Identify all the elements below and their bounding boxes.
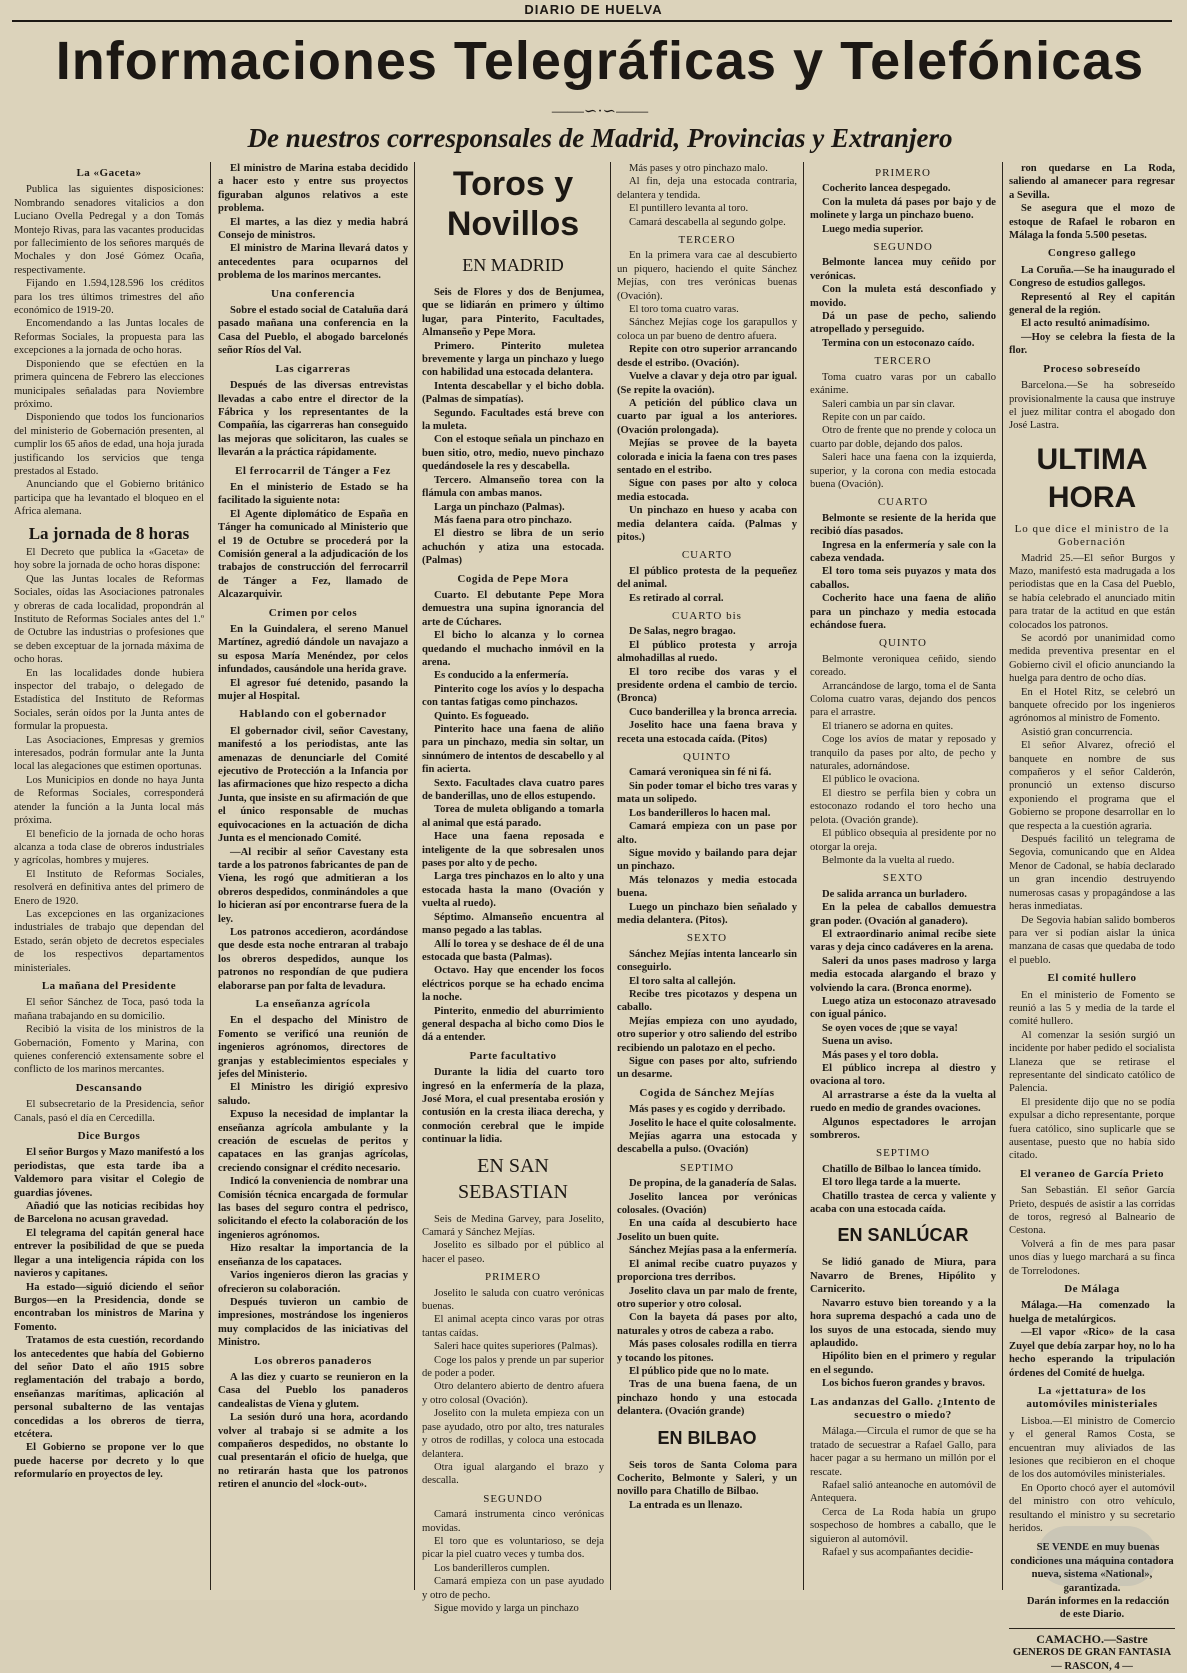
- paragraph: Al comenzar la sesión surgió un incidente por haber pedido el socialista Llaneza que se retirase el representante del sindicato católico de Palencia.: [1009, 1029, 1175, 1095]
- paragraph: Repite con un par caído.: [822, 411, 926, 423]
- paragraph: —Al recibir al señor Cavestany esta tarde a los patronos fabricantes de pan de Viena, les rogó que admitieran a los obreros despedidos, conminándoles a que lo hicieran así por encontrarse fuera de la ley.: [218, 846, 408, 925]
- heading-gaceta: La «Gaceta»: [76, 167, 142, 179]
- paragraph: De salida arranca un burladero.: [822, 888, 967, 900]
- paragraph: Larga un pinchazo (Palmas).: [434, 501, 565, 513]
- heading-cuarto: CUARTO: [877, 496, 929, 509]
- paragraph: Camará descabella al segundo golpe.: [629, 216, 786, 228]
- paragraph: Saleri da unos pases madroso y larga media estocada alargando el brazo y volviendo la cara. (Bronca enorme).: [810, 955, 996, 994]
- column-6: [1009, 162, 1175, 1672]
- paragraph: Asistió gran concurrencia.: [1021, 726, 1133, 738]
- paragraph: Lisboa.—El ministro de Comercio y el general Ramos Costa, se encuentran muy aliviados de las lesiones que recibieron en el choque de los dos automóviles ministeriales.: [1009, 1415, 1175, 1481]
- paragraph: La sesión duró una hora, acordando volver al trabajo si se admite a los compañeros despedidos, no obstante lo cual presentarán el oficio de huelga, que no retirarán hasta que los patronos retiren el anuncio del «lock-out».: [218, 1412, 408, 1491]
- paragraph: El público protesta y arroja almohadillas al ruedo.: [617, 639, 797, 665]
- paragraph: A petición del público clava un cuarto par igual a los anteriores. (Ovación prolongada).: [617, 397, 797, 436]
- paragraph: Belmonte se resiente de la herida que recibió días pasados.: [810, 512, 996, 538]
- paragraph: Madrid 25.—El señor Burgos y Mazo, manifestó esta madrugada a los periodistas que en la Casa del Pueblo, se había celebrado el anunciado mitin para tratar de la actitud en que están colocados los patronos.: [1009, 552, 1175, 631]
- paragraph: Con el estoque señala un pinchazo en buen sitio, otro, medio, nuevo pinchazo quedándosele la res y descabella.: [422, 434, 604, 473]
- paragraph: Ingresa en la enfermería y sale con la cabeza vendada.: [810, 539, 996, 564]
- paragraph: Coge los palos y prende un par superior de poder a poder.: [422, 1354, 604, 1380]
- paragraph: Belmonte veroniquea ceñido, siendo coreado.: [810, 653, 996, 679]
- paragraph: El señor Alvarez, ofreció el banquete en nombre de sus compañeros y el señor Calderón, pronunció un extenso discurso exponiendo el programa que el Gobierno se propone desarrollar en lo que respecta a la cuestión agraria.: [1009, 740, 1175, 832]
- paragraph: Intenta descabellar y el bicho dobla. (Palmas de simpatías).: [422, 380, 604, 406]
- paragraph: ron quedarse en La Roda, saliendo al amanecer para regresar a Sevilla.: [1009, 163, 1175, 201]
- paragraph: —El vapor «Rico» de la casa Zuyel que debía zarpar hoy, no lo ha hecho esperando la tripulación órdenes del Comité de huelga.: [1009, 1327, 1175, 1379]
- heading-ultima-hora: ULTIMA HORA: [1036, 442, 1148, 514]
- paragraph: El público increpa al diestro y ovaciona al toro.: [810, 1063, 996, 1088]
- paragraph: Joselito lancea por verónicas colosales. (Ovación): [617, 1191, 797, 1217]
- paragraph: Rafael salió anteanoche en automóvil de Antequera.: [810, 1479, 996, 1505]
- paragraph: La Coruña.—Se ha inaugurado el Congreso de estudios gallegos.: [1009, 264, 1175, 290]
- paragraph: El acto resultó animadísimo.: [1021, 318, 1150, 330]
- paragraph: Los patronos accedieron, acordándose que desde esta noche entraran al trabajo los obreros despedidos, aunque los patronos no respondían de que pudiera elaborarse pan por falta de levadura.: [218, 926, 408, 992]
- paragraph: Después de las diversas entrevistas llevadas a cabo entre el director de la Fábrica y los representantes de la Compañía, las cigarreras han conseguido las mejoras que solicitaron, las cuales se llevarán a la práctica rápidamente.: [218, 380, 408, 459]
- paragraph: Disponiendo que se efectúen en la primera quincena de Febrero las elecciones municipales señaladas para Noviembre próximo.: [14, 358, 204, 410]
- paragraph: La entrada es un llenazo.: [629, 1499, 743, 1511]
- section-heading-toros: Toros y Novillos: [446, 165, 580, 243]
- paragraph: Añadió que las noticias recibidas hoy de Barcelona no acusan gravedad.: [14, 1201, 204, 1226]
- paragraph: Otro de frente que no prende y coloca un cuarto par doble, dejando dos palos.: [810, 425, 996, 450]
- heading-madrid: EN MADRID: [462, 255, 564, 275]
- paragraph: Otro delantero abierto de dentro afuera y otro colosal (Ovación).: [422, 1381, 604, 1406]
- heading-bilbao: EN BILBAO: [657, 1427, 757, 1448]
- column-divider: [1002, 162, 1003, 1590]
- paragraph: Cocherito lancea despegado.: [822, 183, 951, 195]
- paragraph: Málaga.—Circula el rumor de que se ha tratado de secuestrar a Rafael Gallo, para hacer pagar a su hermano un millón por el rescate.: [810, 1426, 996, 1478]
- paragraph: Seis toros de Santa Coloma para Cocherito, Belmonte y Saleri, y un novillo para Chatillo de Bilbao.: [617, 1459, 797, 1498]
- paragraph: Recibió la visita de los ministros de la Gobernación, Fomento y Marina, con quienes conferenció extensamente sobre el conflicto de los marinos mercantes.: [14, 1024, 204, 1076]
- paragraph: El gobernador civil, señor Cavestany, manifestó a los periodistas, ante las amenazas de denunciarle del Comité ejecutivo de Protección a la Infancia por las afirmaciones que hizo respecto a dicha Junta, que insiste en su afirmación de que el único responsable de muchas equivocaciones en la actuación de dicha Junta es el mencionado Comité.: [218, 725, 408, 845]
- paragraph: Mejías se provee de la bayeta colorada e inicia la faena con tres pases sentado en el estribo.: [617, 438, 797, 476]
- paragraph: Las excepciones en las organizaciones industriales de trabajo que dependan del Estado, serán objeto de decretos especiales de los respectivos departamentos ministeriales.: [14, 908, 204, 974]
- paragraph: Es retirado al corral.: [629, 592, 724, 604]
- paragraph: Se oyen voces de ¡que se vaya!: [822, 1022, 958, 1034]
- paragraph: Tratamos de esta cuestión, recordando los antecedentes que había del Gobierno del señor Dato el año 1915 sobre reglamentación del trabajo a bordo, enseñanzas marítimas, aplicación al personal subalterno de las ventajas concedidas a los obreros de tierra, etcétera.: [14, 1335, 204, 1440]
- masthead: DIARIO DE HUELVA: [524, 2, 663, 17]
- paragraph: Se asegura que el mozo de estoque de Rafael le robaron en Málaga la fonda 5.500 pesetas.: [1009, 203, 1175, 242]
- paragraph: En la Guindalera, el sereno Manuel Martínez, agredió dándole un navajazo a su esposa María Menéndez, por celos infundados, causándole una herida grave.: [218, 624, 408, 676]
- paragraph: Sigue con pases por alto, sufriendo un desarme.: [617, 1056, 797, 1081]
- paragraph: Quinto. Es fogueado.: [434, 710, 529, 722]
- paragraph: —Hoy se celebra la fiesta de la flor.: [1009, 331, 1175, 357]
- paragraph: Tercero. Almanseño torea con la flámula con ambas manos.: [422, 474, 604, 500]
- paragraph: Sexto. Facultades clava cuatro pares de banderillas, uno de ellos estupendo.: [422, 777, 604, 803]
- paragraph: Sánchez Mejías coge los garapullos y coloca un par bueno de dentro afuera.: [617, 317, 797, 342]
- paragraph: Octavo. Hay que encender los focos eléctricos porque se ha echado encima la noche.: [422, 965, 604, 1004]
- paragraph: Joselito es silbado por el público al hacer el paseo.: [422, 1240, 604, 1265]
- paragraph: Saleri hace quites superiores (Palmas).: [434, 1341, 598, 1353]
- heading-septimo: SEPTIMO: [679, 1161, 735, 1174]
- paragraph: Disponiendo que todos los funcionarios del ministerio de Gobernación presenten, al cumplir los 65 años de edad, una hoja jurada justificando los servicios que tenga prestados al Estado.: [14, 412, 204, 477]
- paragraph: Joselito clava un par malo de frente, otro superior y otro colosal.: [617, 1285, 797, 1310]
- paragraph: El público protesta de la pequeñez del animal.: [617, 565, 797, 591]
- column-5: [810, 162, 996, 1590]
- paragraph: Séptimo. Almanseño encuentra al manso pegado a las tablas.: [422, 911, 604, 937]
- paragraph: Dá un pase de pecho, saliendo atropellado y perseguido.: [810, 311, 996, 336]
- heading-gobernador: Hablando con el gobernador: [239, 708, 387, 721]
- paragraph: De propina, de la ganadería de Salas.: [629, 1178, 797, 1190]
- paragraph: El bicho lo alcanza y lo cornea quedando el muchacho inmóvil en la arena.: [422, 630, 604, 668]
- column-divider: [610, 162, 611, 1590]
- paragraph: El Decreto que publica la «Gaceta» de hoy sobre la jornada de ocho horas dispone:: [14, 546, 204, 572]
- paragraph: Joselito le saluda con cuatro verónicas buenas.: [422, 1287, 604, 1313]
- paragraph: Después facilitó un telegrama de Segovia, comunicando que en Aldea Menor de Cadonal, se había declarado un gran incendio destruyendo numerosas casas y propagándose a las heras inmediatas.: [1009, 834, 1175, 913]
- ad-text: — RASCON, 4 —: [1051, 1660, 1133, 1672]
- ad-text: Darán informes en la redacción de este Diario.: [1026, 1596, 1170, 1621]
- paragraph: Camará instrumenta cinco verónicas movidas.: [422, 1509, 604, 1534]
- heading-cuarto: CUARTO: [681, 549, 733, 562]
- paragraph: El animal acepta cinco varas por otras tantas caídas.: [422, 1314, 604, 1339]
- paragraph: Allí lo torea y se deshace de él de una estocada que basta (Palmas).: [422, 938, 604, 963]
- column-4: [617, 162, 797, 1590]
- paragraph: Torea de muleta obligando a tomarla al animal que está parado.: [422, 804, 604, 829]
- paragraph: Pinterito hace una faena de aliño para un pinchazo, media sin soltar, un sinnúmero de intentos de descabello y al fin acierta.: [422, 724, 604, 776]
- heading-quinto: QUINTO: [879, 637, 927, 650]
- heading-parte-facultativo: Parte facultativo: [469, 1049, 557, 1062]
- paragraph: El animal recibe cuatro puyazos y proporciona tres derribos.: [617, 1258, 797, 1284]
- paragraph: El público obsequia al presidente por no otorgar la oreja.: [810, 828, 996, 853]
- paragraph: En el Hotel Ritz, se celebró un banquete ofrecido por los ingenieros agrónomos al ministro de Fomento.: [1009, 686, 1175, 725]
- paragraph: Sigue movido y larga un pinchazo: [434, 1602, 579, 1614]
- paragraph: Cuarto. El debutante Pepe Mora demuestra una supina ignorancia del arte de Cúchares.: [422, 589, 604, 628]
- heading-cogida-mejias: Cogida de Sánchez Mejías: [639, 1086, 775, 1099]
- heading-presidente: La mañana del Presidente: [41, 979, 177, 992]
- heading-proceso: Proceso sobreseído: [1043, 362, 1141, 375]
- paragraph: El toro salta al callejón.: [629, 975, 736, 987]
- paragraph: Joselito le hace el quite colosalmente.: [629, 1117, 797, 1129]
- heading-jornada: La jornada de 8 horas: [28, 523, 190, 543]
- paragraph: Los bichos fueron grandes y bravos.: [822, 1378, 985, 1390]
- heading-cogida-mora: Cogida de Pepe Mora: [457, 572, 569, 585]
- paragraph: Mejías agarra una estocada y descabella a pulso. (Ovación): [617, 1131, 797, 1156]
- heading-cuarto-bis: CUARTO bis: [672, 610, 742, 622]
- paragraph: Saleri cambia un par sin clavar.: [822, 398, 955, 410]
- heading-tanger: El ferrocarril de Tánger a Fez: [235, 464, 391, 477]
- paragraph: Luego un pinchazo bien señalado y media delantera. (Pitos).: [617, 901, 797, 926]
- paragraph: Los banderilleros cumplen.: [434, 1562, 550, 1574]
- paragraph: Larga tres pinchazos en lo alto y una estocada hasta la mano (Ovación y vuelta al ruedo).: [422, 871, 604, 910]
- paragraph: Rafael y sus acompañantes decidie-: [822, 1547, 974, 1558]
- paragraph: Primero. Pinterito muletea brevemente y larga un pinchazo y luego con habilidad una estocada delantera.: [422, 340, 604, 379]
- paragraph: Al arrastrarse a éste da la vuelta al ruedo en medio de grandes ovaciones.: [810, 1089, 996, 1115]
- paragraph: Toma cuatro varas por un caballo exánime.: [810, 371, 996, 397]
- classified-ad-camacho: [1009, 1628, 1175, 1673]
- paragraph: El toro toma cuatro varas.: [629, 304, 739, 316]
- heading-panaderos: Los obreros panaderos: [254, 1354, 372, 1367]
- paragraph: Después tuvieron un cambio de impresiones, mostrándose los ingenieros muy complacidos de las iniciativas del Ministro.: [218, 1296, 408, 1349]
- paragraph: Sigue movido y bailando para dejar un pinchazo.: [617, 847, 797, 873]
- paragraph: En el ministerio de Estado se ha facilitado la siguiente nota:: [218, 481, 408, 507]
- paragraph: Con la muleta está desconfiado y movido.: [810, 284, 996, 309]
- paragraph: El extraordinario animal recibe siete varas y deja cinco cadáveres en la arena.: [810, 928, 996, 954]
- paragraph: Más pases colosales rodilla en tierra y tocando los pitones.: [617, 1339, 797, 1364]
- paragraph: Repite con otro superior arrancando desde el estribo. (Ovación).: [617, 344, 797, 369]
- column-1: [14, 162, 204, 1590]
- paragraph: El diestro se perfila bien y cobra un estoconazo rodando el toro hecho una pelota. (Ovación grande).: [810, 787, 996, 826]
- paragraph: Cocherito hace una faena de aliño para un pinchazo y media estocada echándose fuera.: [810, 593, 996, 631]
- paragraph: Más pases y es cogido y derribado.: [629, 1104, 786, 1116]
- paragraph: Suena un aviso.: [822, 1036, 893, 1048]
- paragraph: Se lidió ganado de Miura, para Navarro de Brenes, Hipólito y Carnicerito.: [810, 1257, 996, 1296]
- paragraph: Hipólito bien en el primero y regular en el segundo.: [810, 1351, 996, 1376]
- column-divider: [414, 162, 415, 1590]
- heading-segundo: SEGUNDO: [483, 1492, 543, 1505]
- paragraph: Termina con un estoconazo caído.: [822, 337, 975, 349]
- heading-agricola: La enseñanza agrícola: [255, 997, 371, 1010]
- paragraph: Al fin, deja una estocada contraria, delantera y tendida.: [617, 176, 797, 201]
- paragraph: Camará empieza con un pase por alto.: [617, 821, 797, 846]
- paragraph: Varios ingenieros dieron las gracias y ofrecieron su colaboración.: [218, 1270, 408, 1295]
- paragraph: Sobre el estado social de Cataluña dará pasado mañana una conferencia en la Casa del Pueblo, el abogado barcelonés señor Ríos del Val.: [218, 305, 408, 357]
- paragraph: Un pinchazo en hueso y acaba con media delantera caída. (Palmas y pitos.): [617, 505, 797, 543]
- paragraph: El Gobierno se propone ver lo que puede hacerse por decreto y lo que reformularío en proyectos de ley.: [14, 1442, 204, 1481]
- paragraph: Expuso la necesidad de implantar la enseñanza agrícola ambulante y la creación de escuelas de peritos y capataces en las granjas agrícolas, creciendo consignar el crédito necesario.: [218, 1109, 408, 1174]
- paragraph: Sigue con pases por alto y coloca media estocada.: [617, 478, 797, 503]
- paragraph: El presidente dijo que no se podía expulsar a dicho representante, porque fuera católico, sino suplicarle que se ausentase, puesto que no había sido citado.: [1009, 1096, 1175, 1162]
- heading-septimo: SEPTIMO: [875, 1147, 931, 1160]
- page-subtitle: De nuestros corresponsales de Madrid, Provincias y Extranjero: [247, 123, 953, 153]
- paragraph: Con la muleta dá pases por bajo y de molinete y larga un pinchazo bueno.: [810, 196, 996, 222]
- paragraph: Pinterito, enmedio del aburrimiento general despacha al bicho como Dios le dá a entender.: [422, 1005, 604, 1044]
- paragraph: El telegrama del capitán general hace entrever la posibilidad de que se pueda llegar a una inteligencia rápida con los navieros y capitanes.: [14, 1227, 204, 1280]
- paragraph: Algunos espectadores le arrojan sombreros.: [810, 1116, 996, 1142]
- paragraph: En Oporto chocó ayer el automóvil del ministro con otro vehículo, resultando el ministro y su secretario heridos.: [1009, 1482, 1175, 1534]
- paragraph: En la primera vara cae al descubierto un piquero, haciendo el quite Sánchez Mejías, con tres verónicas buenas (Ovación).: [617, 250, 797, 302]
- paragraph: Más pases y el toro dobla.: [822, 1049, 939, 1061]
- paragraph: Publica las siguientes disposiciones: Nombrando senadores vitalicios a don Luciano Ovella Pedregal y a don Tomás Montejo Rivas, para las vacantes producidas por fallecimiento de los señores marqués de Mochales y don José Gómez Ocaña, respectivamente.: [14, 184, 204, 276]
- paragraph: Fijando en 1.594,128.596 los créditos para los tres últimos trimestres del año económico de 1919-20.: [14, 278, 204, 317]
- paragraph: Más pases y otro pinchazo malo.: [629, 163, 768, 174]
- heading-primero: PRIMERO: [485, 1271, 541, 1284]
- heading-cigarreras: Las cigarreras: [275, 362, 351, 375]
- heading-congreso-gallego: Congreso gallego: [1047, 247, 1137, 260]
- heading-burgos: Dice Burgos: [77, 1130, 141, 1143]
- column-divider: [803, 162, 804, 1590]
- heading-descansando: Descansando: [75, 1081, 143, 1094]
- paragraph: El toro llega tarde a la muerte.: [822, 1177, 961, 1189]
- ad-title: CAMACHO.—Sastre: [1036, 1631, 1148, 1646]
- paragraph: El público le ovaciona.: [822, 774, 920, 786]
- paragraph: Málaga.—Ha comenzado la huelga de metalúrgicos.: [1009, 1300, 1175, 1325]
- paragraph: Seis de Medina Garvey, para Joselito, Camará y Sánchez Mejías.: [422, 1213, 604, 1238]
- paragraph: Sánchez Mejías pasa a la enfermería.: [629, 1245, 797, 1257]
- paragraph: El toro recibe dos varas y el presidente ordena el cambio de tercio. (Bronca): [617, 666, 797, 705]
- paragraph: Arrancándose de largo, toma el de Santa Coloma cuatro varas, dejando dos pencos para el arrastre.: [810, 680, 996, 719]
- heading-sexto: SEXTO: [882, 872, 924, 885]
- paragraph: Camará veroniquea sin fé ni fá.: [629, 767, 772, 779]
- paragraph: El señor Sánchez de Toca, pasó toda la mañana trabajando en su domicilio.: [14, 997, 204, 1022]
- paragraph: Se acordó por unanimidad como medida preventiva presentar en el Gobierno civil el oficio anunciando la huelga para dentro de ocho días.: [1009, 632, 1175, 685]
- column-2: [218, 162, 408, 1590]
- paragraph: El Agente diplomático de España en Tánger ha comunicado al Ministerio que el 19 de Octubre se procederá por la Comisión general a la adjudicación de los trabajos de construcción del ferrocarril de Tánger a Fez, llamado de Alcazarquivir.: [218, 508, 408, 601]
- paragraph: Indicó la conveniencia de nombrar una Comisión técnica encargada de formular las bases del seguro contra el pedrisco, solicitando el efecto la colaboración de los ingenieros agrónomos.: [218, 1176, 408, 1241]
- paragraph: El trianero se adorna en quites.: [822, 720, 954, 732]
- paragraph: Sin poder tomar el bicho tres varas y mata un solipedo.: [617, 780, 797, 806]
- column-3: [422, 162, 604, 1614]
- heading-tercero: TERCERO: [678, 234, 736, 247]
- paragraph: Representó al Rey el capitán general de la región.: [1009, 291, 1175, 317]
- paragraph: Vuelve a clavar y deja otro par igual. (Se repite la ovación).: [617, 371, 797, 396]
- paragraph: Joselito con la muleta empieza con un pase ayudado, otro por alto, tres naturales y otros de rodillas, y coloca una estocada delantera.: [422, 1408, 604, 1460]
- paragraph: En las localidades donde hubiera inspector del trabajo, o delegado de Estadística del Instituto de Reformas Sociales, serán oídos por la Junta antes de formular la propuesta.: [14, 667, 204, 733]
- column-divider: [210, 162, 211, 1590]
- heading-segundo: SEGUNDO: [873, 241, 933, 254]
- paragraph: Coge los avíos de matar y reposado y tranquilo da pases por alto, de pecho y naturales, adornándose.: [810, 734, 996, 773]
- heading-primero: PRIMERO: [875, 167, 931, 179]
- paragraph: Luego atiza un estoconazo atravesado con igual pánico.: [810, 995, 996, 1021]
- paragraph: Luego media superior.: [822, 223, 924, 235]
- paragraph: A las diez y cuarto se reunieron en la Casa del Pueblo los panaderos candealistas de Viena y glutem.: [218, 1371, 408, 1410]
- paragraph: San Sebastián. El señor García Prieto, después de asistir a las corridas de toros, regresó al Balneario de Cestona.: [1009, 1185, 1175, 1237]
- paragraph: Mejías empieza con uno ayudado, otro superior y otro saliendo del estribo recibiendo un palotazo en el pecho.: [617, 1015, 797, 1054]
- heading-quinto: QUINTO: [683, 751, 731, 764]
- paragraph: Seis de Flores y dos de Benjumea, que se lidiarán en primero y último lugar, para Pinterito, Facultades, Almanseño y Pepe Mora.: [422, 287, 604, 339]
- paragraph: Más faena para otro pinchazo.: [434, 514, 572, 526]
- paragraph: En el ministerio de Fomento se reunió a las 5 y media de la tarde el comité hullero.: [1009, 989, 1175, 1028]
- paragraph: Pinterito coge los avíos y lo despacha con tantas fatigas como pinchazos.: [422, 683, 604, 709]
- paragraph: Barcelona.—Se ha sobreseído provisionalmente la causa que instruye el juez militar contra el abogado don José Lastra.: [1009, 380, 1175, 432]
- paragraph: Volverá a fin de mes para pasar unos días y luego marchará a su finca de Torrelodones.: [1009, 1238, 1175, 1277]
- heading-comite-hullero: El comité hullero: [1047, 972, 1137, 985]
- heading-san-sebastian: EN SAN SEBASTIAN: [457, 1154, 568, 1203]
- paragraph: Segundo. Facultades está breve con la muleta.: [422, 407, 604, 433]
- paragraph: Chatillo de Bilbao lo lancea tímido.: [822, 1163, 981, 1175]
- paragraph: El toro que es voluntarioso, se deja picar la piel cuatro veces y tumba dos.: [422, 1535, 604, 1561]
- paragraph: Hizo resaltar la importancia de la enseñanza de los capataces.: [218, 1243, 408, 1268]
- heading-conferencia: Una conferencia: [271, 287, 355, 300]
- paragraph: Que las Juntas locales de Reformas Sociales, oídas las Asociaciones patronales y obreras de cada localidad, propondrán al Instituto de Reformas Sociales antes del 1.º de Octubre las industrias o profesiones que se deben exceptuar de la jornada máxima de ocho horas.: [14, 573, 204, 666]
- paragraph: El señor Burgos y Mazo manifestó a los periodistas, que esta tarde iba a Valdemoro para visitar el Colegio de guardias jóvenes.: [14, 1147, 204, 1199]
- paragraph: Camará empieza con un pase ayudado y otro de pecho.: [422, 1576, 604, 1601]
- title-ornament: ——∽·∽——: [551, 103, 649, 120]
- heading-jettatura: La «jettatura» de los automóviles ministeriales: [1026, 1384, 1158, 1411]
- paragraph: Chatillo trastea de cerca y valiente y acaba con una estocada caída.: [810, 1190, 996, 1216]
- paragraph: El agresor fué detenido, pasando la mujer al Hospital.: [218, 677, 408, 703]
- page-title: Informaciones Telegráficas y Telefónicas: [55, 31, 1145, 91]
- heading-malaga: De Málaga: [1064, 1283, 1120, 1296]
- heading-andanzas-gallo: Las andanzas del Gallo. ¿Intento de secuestro o miedo?: [810, 1395, 996, 1421]
- paragraph: Cerca de La Roda había un grupo sospechoso de hombres a caballo, que le siguieron al automóvil.: [810, 1506, 996, 1545]
- paragraph: Los banderilleros lo hacen mal.: [629, 807, 771, 819]
- ad-text: GENEROS DE GRAN FANTASIA: [1012, 1647, 1172, 1659]
- heading-sanlucar: EN SANLÚCAR: [837, 1225, 969, 1246]
- paragraph: Anunciando que el Gobierno británico participa que ha levantado el bloqueo en el Africa alemana.: [14, 479, 204, 518]
- paragraph: El ministro de Marina estaba decidido a hacer esto y entre sus proyectos figuraban algunos relativos a este problema.: [218, 163, 408, 215]
- paragraph: Tras de una buena faena, de un pinchazo hondo y una estocada delantera. (Ovación grande): [617, 1379, 797, 1418]
- paragraph: Joselito hace una faena brava y receta una estocada caída. (Pitos): [617, 720, 797, 745]
- paragraph: Otra igual alargando el brazo y descalla.: [422, 1461, 604, 1487]
- top-rule: [12, 20, 1172, 22]
- paragraph: Más telonazos y media estocada buena.: [617, 874, 797, 900]
- paragraph: Es conducido a la enfermería.: [434, 670, 569, 682]
- watermark-logo: [1037, 1526, 1157, 1586]
- paragraph: El beneficio de la jornada de ocho horas alcanza a toda clase de obreros industriales y agrícolas, hombres y mujeres.: [14, 828, 204, 867]
- heading-sexto: SEXTO: [686, 932, 728, 945]
- paragraph: El toro toma seis puyazos y mata dos caballos.: [810, 566, 996, 591]
- paragraph: Cuco banderillea y la bronca arrecia.: [629, 706, 797, 718]
- paragraph: De Segovia habían salido bomberos para ver si podían aislar la única manzana de casas que quedaba de todo el pueblo.: [1009, 914, 1175, 966]
- paragraph: En el despacho del Ministro de Fomento se verificó una reunión de ingenieros agrónomos, directores de granjas y establecimientos especiales y jefes del Ministerio.: [218, 1015, 408, 1080]
- paragraph: Belmonte lancea muy ceñido por verónicas.: [810, 257, 996, 282]
- paragraph: Navarro estuvo bien toreando y a la hora suprema despachó a cada uno de los suyos de una estocada, siendo muy aplaudido.: [810, 1297, 996, 1349]
- paragraph: El diestro se libra de un serio achuchón y atiza una estocada. (Palmas): [422, 528, 604, 567]
- heading-garcia-prieto: El veraneo de García Prieto: [1019, 1167, 1165, 1180]
- heading-crimen: Crimen por celos: [268, 606, 358, 619]
- paragraph: El Ministro les dirigió expresivo saludo.: [218, 1082, 408, 1107]
- paragraph: Encomendando a las Juntas locales de Reformas Sociales, la propuesta para las excepciones a la jornada de ocho horas.: [14, 318, 204, 357]
- paragraph: El ministro de Marina llevará datos y antecedentes para ocuparnos del problema de los marinos mercantes.: [218, 243, 408, 282]
- paragraph: El público pide que no lo mate.: [629, 1365, 769, 1377]
- paragraph: El Instituto de Reformas Sociales, resolverá en definitiva antes del primero de Enero de 1920.: [14, 868, 204, 907]
- paragraph: Recibe tres picotazos y despena un caballo.: [617, 988, 797, 1014]
- paragraph: Hace una faena reposada e inteligente de la que sobresalen unos pases por alto y de pecho.: [422, 831, 604, 870]
- paragraph: Saleri hace una faena con la izquierda, superior, y la corona con media estocada buena (Ovación).: [810, 452, 996, 490]
- paragraph: Sánchez Mejías intenta lancearlo sin conseguirlo.: [617, 948, 797, 974]
- ad-text: SE VENDE en muy buenas condiciones una máquina contadora nueva, sistema «National», garantizada.: [1010, 1542, 1174, 1594]
- paragraph: Belmonte da la vuelta al ruedo.: [822, 854, 955, 866]
- heading-tercero: TERCERO: [874, 355, 932, 368]
- paragraph: De Salas, negro bragao.: [629, 626, 736, 638]
- paragraph: Con la bayeta dá pases por alto, naturales y otros de cabeza a rabo.: [617, 1312, 797, 1337]
- paragraph: El subsecretario de la Presidencia, señor Canals, pasó el día en Cercedilla.: [14, 1099, 204, 1124]
- paragraph: Las Asociaciones, Empresas y gremios interesados, podrán formular ante la Junta local las alegaciones que estimen oportunas.: [14, 734, 204, 773]
- paragraph: El martes, a las diez y media habrá Consejo de ministros.: [218, 216, 408, 242]
- paragraph: Ha estado—siguió diciendo el señor Burgos—en la Presidencia, donde se encontraban los ministros de Marina y Fomento.: [14, 1281, 204, 1333]
- paragraph: En una caída al descubierto hace Joselito un buen quite.: [617, 1218, 797, 1243]
- paragraph: En la pelea de caballos demuestra gran poder. (Ovación al ganadero).: [810, 902, 996, 927]
- paragraph: Los Municipios en donde no haya Junta de Reformas Sociales, corresponderá atender la función a la Junta local más próxima.: [14, 774, 204, 827]
- heading-ministro: Lo que dice el ministro de la Gobernación: [1014, 522, 1170, 549]
- paragraph: Durante la lidia del cuarto toro ingresó en la enfermería de la plaza, José Mora, el cual presentaba erosión y contusión en la cresta iliaca derecha, y conmoción cerebral que le impide continuar la lidia.: [422, 1067, 604, 1146]
- paragraph: El puntillero levanta al toro.: [629, 203, 749, 215]
